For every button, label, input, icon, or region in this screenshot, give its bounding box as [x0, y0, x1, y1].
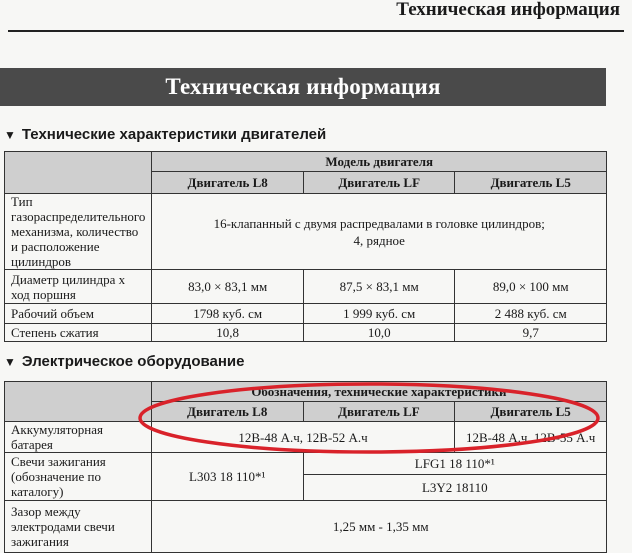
- table-row: [5, 270, 607, 304]
- row-label: Аккумуляторная батарея: [5, 422, 152, 453]
- table-cell: 89,0 × 100 мм: [455, 270, 607, 304]
- table-cell: 1 999 куб. см: [303, 304, 455, 324]
- engine-specs-table: [4, 151, 607, 342]
- triangle-bullet-icon: ▼: [4, 128, 16, 142]
- table-cell: 10,8: [152, 324, 304, 342]
- column-header-lf: Двигатель LF: [303, 402, 455, 422]
- spark-gap-value: 1,25 мм - 1,35 мм: [151, 501, 606, 553]
- running-header: Техническая информация: [396, 0, 620, 20]
- table-cell: 2 488 куб. см: [455, 304, 607, 324]
- row-label: Свечи зажигания (обозначение по каталогу): [5, 453, 152, 501]
- table-row: [5, 324, 607, 342]
- spark-plug-value-lf-l5-top: LFG1 18 110*¹: [303, 453, 606, 475]
- battery-value-l5: 12В-48 А.ч, 12В-55 А.ч: [455, 422, 607, 453]
- column-header-l5: Двигатель L5: [455, 402, 607, 422]
- column-header-l5: Двигатель L5: [455, 172, 607, 194]
- table-cell: 87,5 × 83,1 мм: [303, 270, 455, 304]
- row-label: Рабочий объем: [5, 304, 152, 324]
- row-label: Зазор между электродами свечи зажигания: [5, 501, 152, 553]
- table-cell: 10,0: [303, 324, 455, 342]
- valve-config-value: 16-клапанный с двумя распредвалами в головке цилиндров; 4, рядное: [152, 194, 607, 270]
- row-label: Диаметр цилиндра x ход поршня: [5, 270, 152, 304]
- designation-header: Обозначения, технические характеристики: [151, 382, 606, 402]
- table-cell: 9,7: [455, 324, 607, 342]
- table-cell: 1798 куб. см: [152, 304, 304, 324]
- engine-section-title: ▼ Технические характеристики двигателей: [4, 126, 327, 143]
- electrical-specs-table: [4, 381, 607, 553]
- page-banner-title: Техническая информация: [0, 68, 606, 106]
- table-row: [5, 501, 607, 553]
- table-row: [5, 194, 607, 270]
- table-cell: 83,0 × 83,1 мм: [152, 270, 304, 304]
- spark-plug-value-l8: L303 18 110*¹: [151, 453, 303, 501]
- triangle-bullet-icon: ▼: [4, 355, 16, 369]
- spark-plug-value-lf-l5-bottom: L3Y2 18110: [303, 475, 606, 501]
- table-row: [5, 422, 607, 453]
- engine-model-header: Модель двигателя: [152, 152, 607, 172]
- column-header-l8: Двигатель L8: [152, 172, 304, 194]
- battery-value-l8-lf: 12В-48 А.ч, 12В-52 А.ч: [151, 422, 454, 453]
- table-corner-cell: [5, 152, 152, 194]
- column-header-l8: Двигатель L8: [151, 402, 303, 422]
- table-corner-cell: [5, 382, 152, 422]
- header-rule: [8, 30, 624, 32]
- table-row: [5, 453, 607, 475]
- column-header-lf: Двигатель LF: [303, 172, 455, 194]
- table-row: [5, 304, 607, 324]
- row-label: Тип газораспределительного механизма, количество и расположение цилиндров: [5, 194, 152, 270]
- electrical-section-title: ▼ Электрическое оборудование: [4, 353, 245, 370]
- row-label: Степень сжатия: [5, 324, 152, 342]
